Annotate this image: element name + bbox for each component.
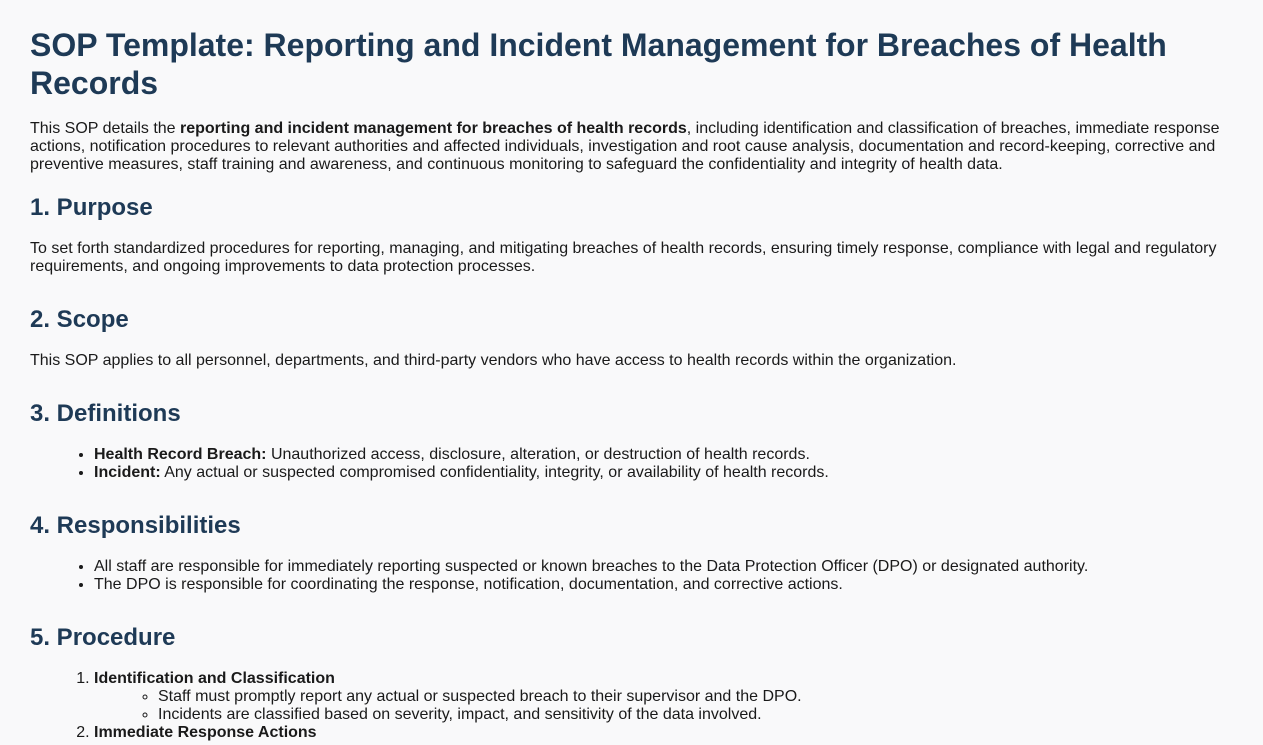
scope-text: This SOP applies to all personnel, departments, and third-party vendors who have access to health records within the organization.	[30, 352, 957, 369]
definition-term: Incident:	[94, 464, 161, 481]
responsibility-item: • The DPO is responsible for coordinating the response, notification, documentation, and corrective actions.	[94, 576, 1233, 594]
definition-item	[94, 464, 1233, 482]
responsibility-item: • All staff are responsible for immediately reporting suspected or known breaches to the Data Protection Officer (DPO) or designated authority.	[94, 558, 1233, 576]
procedure-substep: ◦ Incidents are classified based on severity, impact, and sensitivity of the data involved.	[158, 706, 1233, 724]
procedure-heading: 5. Procedure	[30, 624, 176, 651]
definition-text: Any actual or suspected compromised confidentiality, integrity, or availability of health records.	[160, 464, 829, 481]
procedure-step-title: Immediate Response Actions	[94, 724, 317, 741]
procedure-step	[94, 670, 1233, 724]
procedure-step	[94, 724, 1233, 742]
intro-text-bold: reporting and incident management for breaches of health records	[180, 120, 687, 137]
responsibilities-list	[30, 558, 1233, 594]
procedure-substep: ◦ Staff must promptly report any actual or suspected breach to their supervisor and the DPO.	[158, 688, 1233, 706]
definition-text: Unauthorized access, disclosure, alteration, or destruction of health records.	[266, 446, 810, 463]
procedure-step-title: Identification and Classification	[94, 670, 335, 687]
definitions-heading: 3. Definitions	[30, 400, 181, 427]
purpose-text: To set forth standardized procedures for reporting, managing, and mitigating breaches of health records, ensuring timely response, compliance with legal and regulatory requirements, and ongoing improvements to data protection processes.	[30, 240, 1217, 275]
procedure-steps	[30, 670, 1233, 742]
definition-item	[94, 446, 1233, 464]
procedure-substeps	[94, 688, 1233, 724]
purpose-heading: 1. Purpose	[30, 194, 153, 221]
page-title: SOP Template: Reporting and Incident Management for Breaches of Health Records	[30, 27, 1167, 101]
responsibilities-heading: 4. Responsibilities	[30, 512, 241, 539]
definition-term: Health Record Breach:	[94, 446, 267, 463]
intro-text-after: , including identification and classification of breaches, immediate response actions, notification procedures to relevant authorities and affected individuals, investigation and root cause analysis, documentation and record-keeping, corrective and preventive measures, staff training and awareness, and continuous monitoring to safeguard the confidentiality and integrity of health data.	[30, 120, 1220, 173]
intro-text-before: This SOP details the	[30, 120, 180, 137]
intro-paragraph	[30, 120, 1233, 174]
scope-heading: 2. Scope	[30, 306, 129, 333]
definitions-list	[30, 446, 1233, 482]
